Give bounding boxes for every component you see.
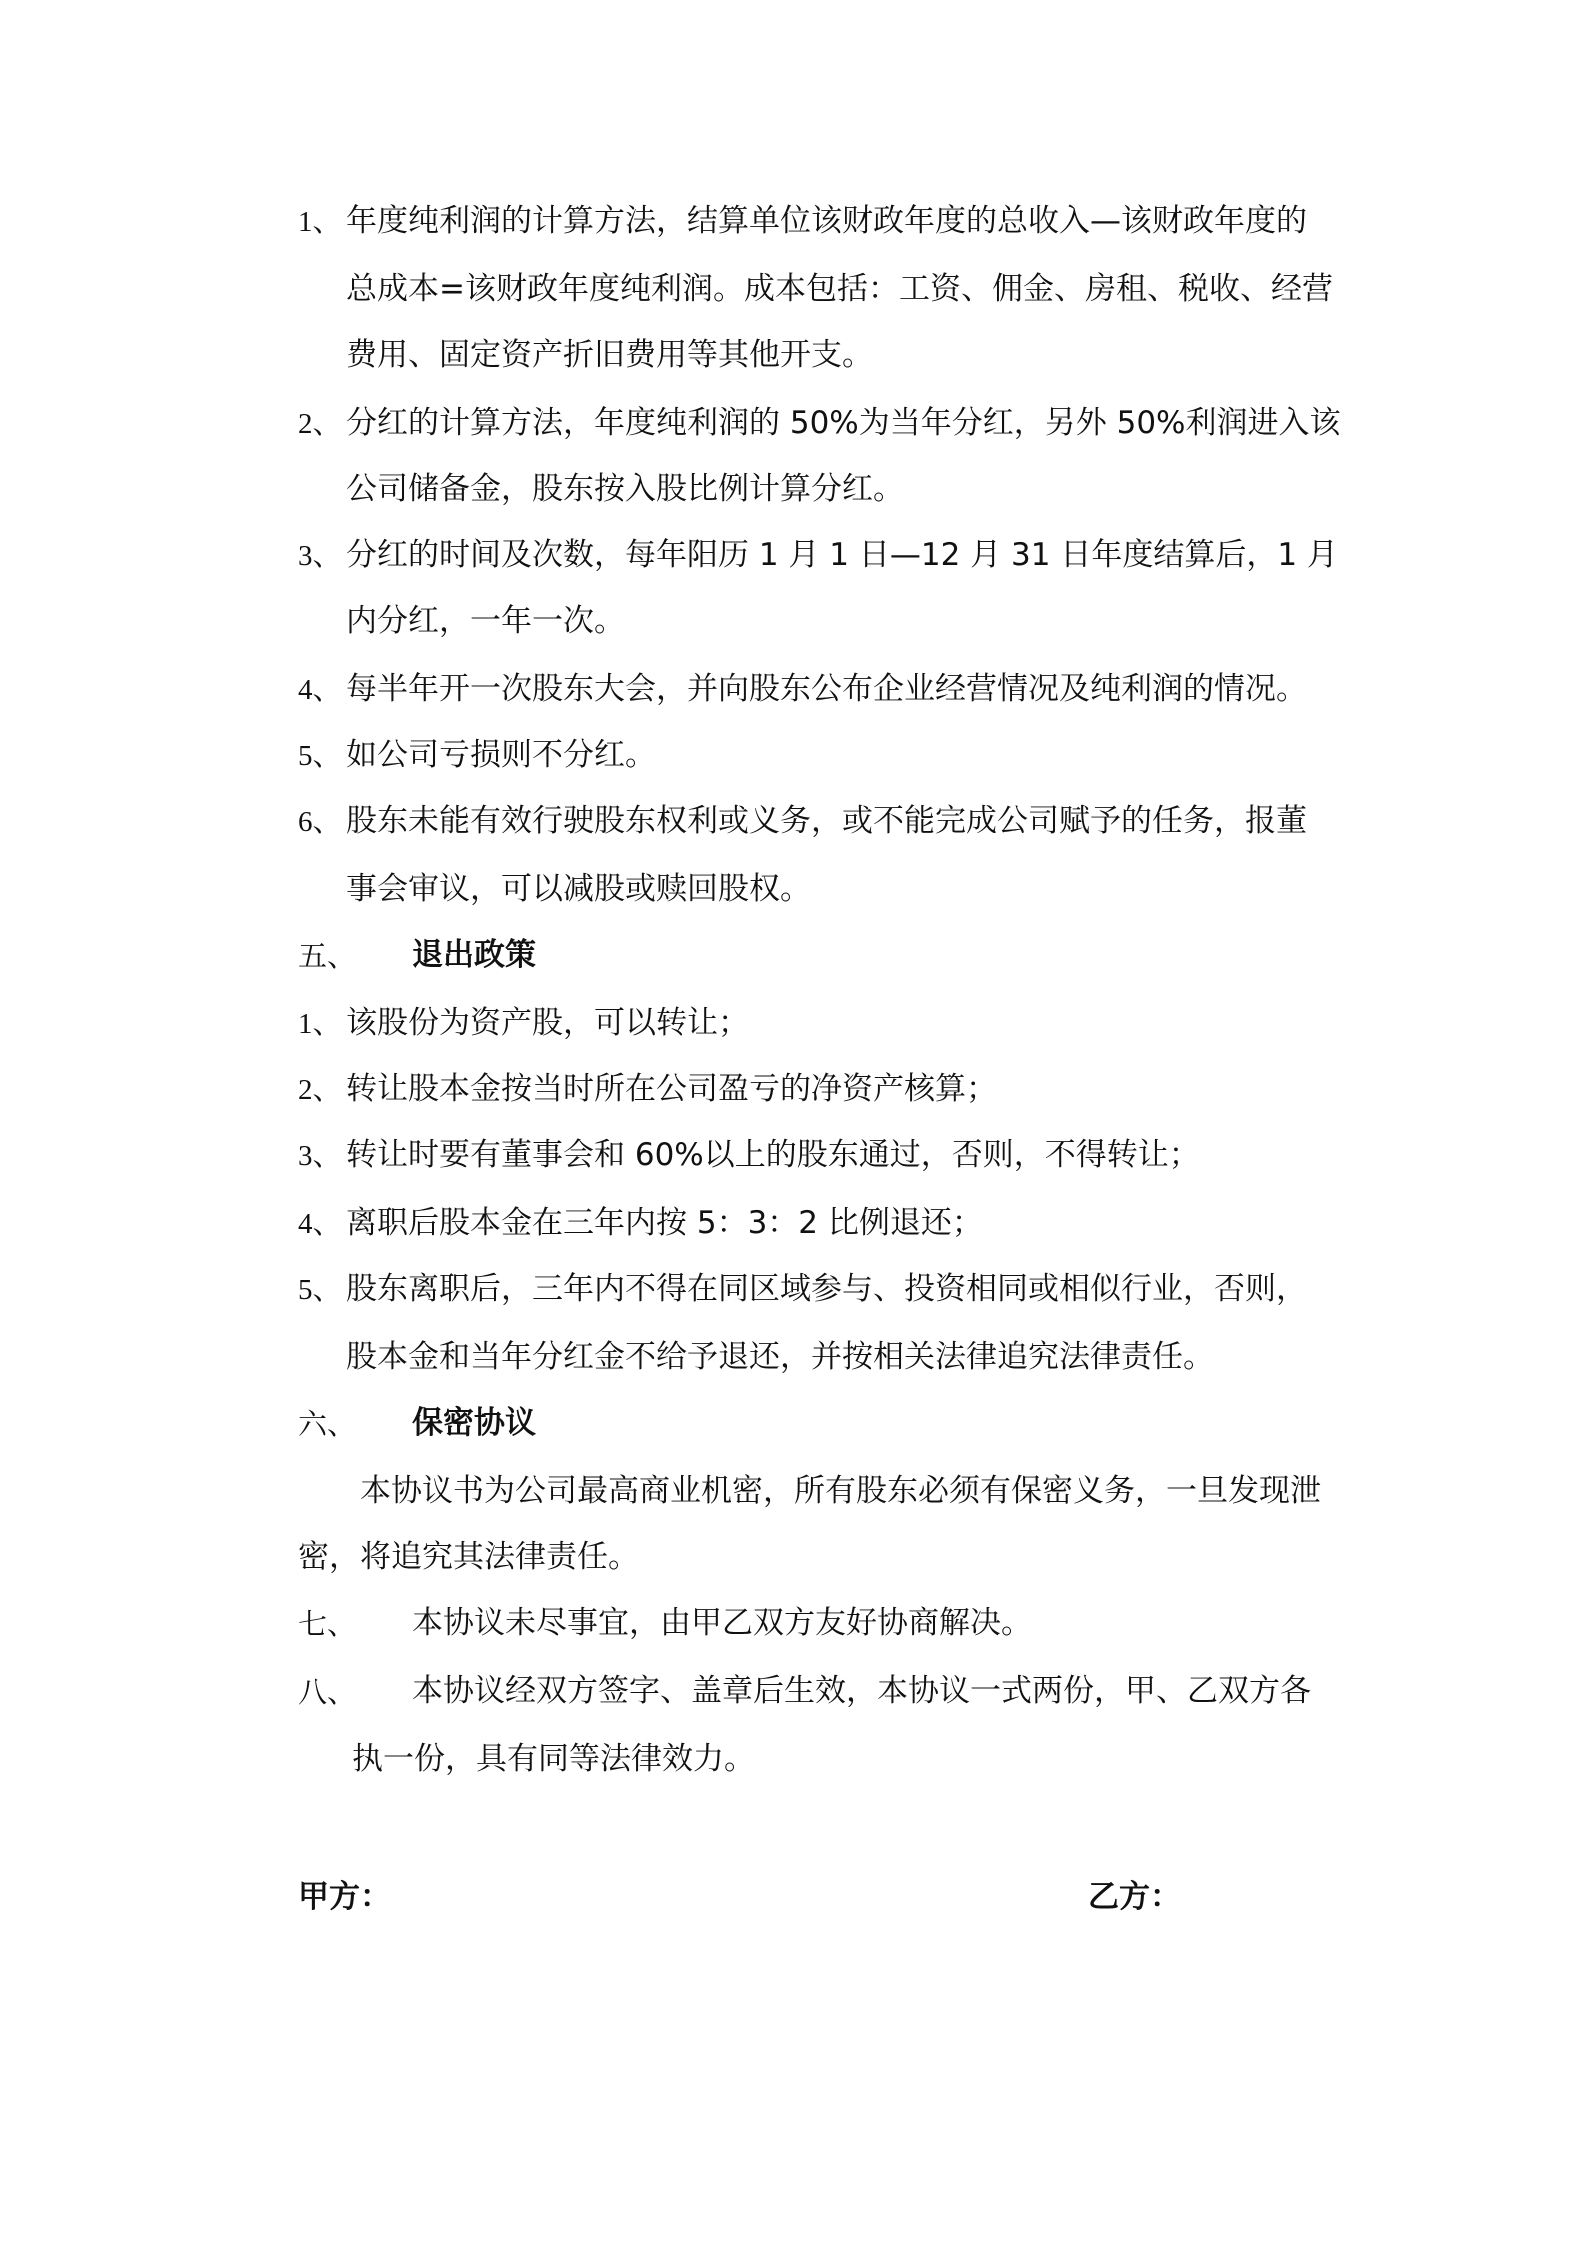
- section-text: 执一份，具有同等法律效力。: [352, 1741, 755, 1777]
- item-number: 3、: [298, 540, 342, 572]
- list-item-text: 该股份为资产股，可以转让；: [346, 1005, 749, 1041]
- item-number: 2、: [298, 408, 342, 440]
- item-number: 6、: [298, 806, 342, 838]
- section-number: 七、: [298, 1607, 357, 1641]
- list-item-text: 如公司亏损则不分红。: [346, 737, 656, 773]
- list-item-text: 费用、固定资产折旧费用等其他开支。: [346, 337, 873, 373]
- list-item-text: 离职后股本金在三年内按 5：3：2 比例退还；: [346, 1205, 983, 1241]
- list-item-text: 股本金和当年分红金不给予退还，并按相关法律追究法律责任。: [346, 1339, 1214, 1375]
- party-a-label: 甲方：: [298, 1879, 391, 1915]
- section-number: 六、: [298, 1407, 357, 1441]
- item-number: 4、: [298, 1208, 342, 1240]
- item-number: 1、: [298, 1008, 342, 1040]
- list-item-text: 内分红，一年一次。: [346, 603, 625, 639]
- list-item-text: 公司储备金，股东按入股比例计算分红。: [346, 471, 904, 507]
- section-number: 五、: [298, 939, 357, 973]
- list-item-text: 转让股本金按当时所在公司盈亏的净资产核算；: [346, 1071, 997, 1107]
- item-number: 5、: [298, 1274, 342, 1306]
- section-title: 退出政策: [412, 937, 536, 973]
- item-number: 2、: [298, 1074, 342, 1106]
- list-item-text: 每半年开一次股东大会，并向股东公布企业经营情况及纯利润的情况。: [346, 671, 1307, 707]
- section-text: 本协议未尽事宜，由甲乙双方友好协商解决。: [412, 1605, 1032, 1641]
- list-item-text: 转让时要有董事会和 60%以上的股东通过，否则，不得转让；: [346, 1137, 1200, 1173]
- item-number: 1、: [298, 206, 342, 238]
- item-number: 5、: [298, 740, 342, 772]
- paragraph-text: 本协议书为公司最高商业机密，所有股东必须有保密义务，一旦发现泄: [360, 1473, 1321, 1509]
- list-item-text: 股东未能有效行驶股东权利或义务，或不能完成公司赋予的任务，报董: [346, 803, 1307, 839]
- item-number: 4、: [298, 674, 342, 706]
- paragraph-text: 密，将追究其法律责任。: [298, 1539, 639, 1575]
- item-number: 3、: [298, 1140, 342, 1172]
- list-item-text: 事会审议，可以减股或赎回股权。: [346, 871, 811, 907]
- list-item-text: 分红的时间及次数，每年阳历 1 月 1 日—12 月 31 日年度结算后，1 月: [346, 537, 1338, 573]
- party-b-label: 乙方：: [1088, 1879, 1181, 1915]
- list-item-text: 分红的计算方法，年度纯利润的 50%为当年分红，另外 50%利润进入该: [346, 405, 1341, 441]
- list-item-text: 股东离职后，三年内不得在同区域参与、投资相同或相似行业，否则，: [346, 1271, 1307, 1307]
- list-item-text: 年度纯利润的计算方法，结算单位该财政年度的总收入—该财政年度的: [346, 203, 1307, 239]
- section-text: 本协议经双方签字、盖章后生效，本协议一式两份，甲、乙双方各: [412, 1673, 1311, 1709]
- list-item-text: 总成本=该财政年度纯利润。成本包括：工资、佣金、房租、税收、经营: [346, 271, 1333, 307]
- section-title: 保密协议: [412, 1405, 536, 1441]
- section-number: 八、: [298, 1675, 357, 1709]
